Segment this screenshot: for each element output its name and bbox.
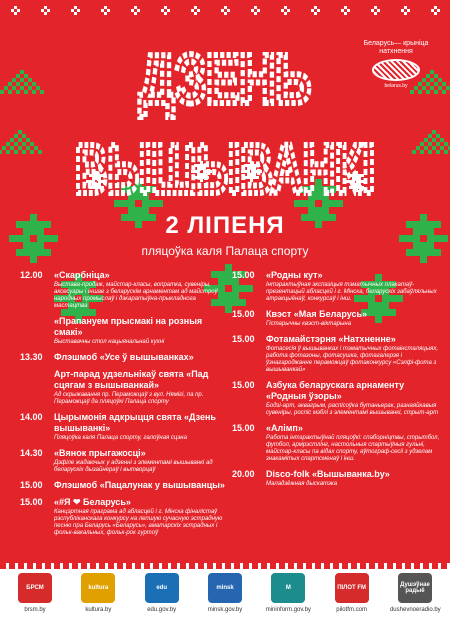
program-time: 15.00 xyxy=(20,497,43,507)
partner-url[interactable]: dushevnoeradio.by xyxy=(389,607,441,613)
program-item xyxy=(20,270,228,310)
program-description: Канцэртная праграма ад абласцей і г. Мінска фіналістаў рэспубліканскага конкурсу на лепшую сучасную эстрадную песню пра Беларусь «Беларусь», аматарскіх эстрадных і фольк-вакальных, фольк-рок гуртоў xyxy=(54,509,223,536)
mininform-logo: M xyxy=(271,573,305,603)
program-body xyxy=(266,380,440,417)
brand-url: belarus.by xyxy=(384,83,408,89)
program-item xyxy=(20,480,228,491)
dushevnoe-logo: Душэўнае радыё xyxy=(398,573,432,603)
program-time: 15.00 xyxy=(232,309,255,319)
program-time: 20.00 xyxy=(232,469,255,479)
partner-item[interactable] xyxy=(73,573,123,613)
program-name: Арт-парад удзельнікаў свята «Пад сцягам з вышыванкай» xyxy=(54,369,209,390)
program-name: «#Я ❤ Беларусь» xyxy=(54,497,131,507)
program-name: «Прапануем прысмакі на розныя смакі» xyxy=(54,316,203,337)
program-item xyxy=(20,497,228,537)
program-body xyxy=(54,412,228,442)
program-name: Фотамайстэрня «Натхненне» xyxy=(266,334,396,344)
program-name: Квэст «Мая Беларусь» xyxy=(266,309,368,319)
program-description: Фотасесія ў вышыванках і тэматычных фотаінсталяцыях, работа фотазоны, фотасушка, фотагалерэя і ўзнагароджанне пераможцаў фотаконкурсу «Сэлфі-фота з вышыванкай» xyxy=(266,346,438,373)
program-description: Бодзі-арт, аквагрым, распісоўка бутаньерак, разнаяйкавыя сувеніры, роспіс мэблі з элементамі вышыванкі, стрыт-арт xyxy=(266,403,439,416)
program-body xyxy=(266,309,440,328)
partner-item[interactable] xyxy=(137,573,187,613)
program-item xyxy=(20,316,228,346)
program-body xyxy=(54,480,228,491)
partner-url[interactable]: edu.gov.by xyxy=(147,607,177,613)
program-time xyxy=(20,316,54,346)
program-name: Азбука беларускага арнаменту «Родныя ўзоры» xyxy=(266,380,405,401)
program-body xyxy=(266,270,440,303)
program-description: Дэфіле жадаючых у адзенні з элементамі вышыванкі ад беларускіх дызайнераў і вытворцаў xyxy=(54,460,213,473)
program-description: Ад скрыжавання пр. Пераможцаў з вул. Нямігі, па пр. Пераможцаў да пляцоўкі Палаца спорту xyxy=(54,392,204,405)
program-body xyxy=(54,497,228,537)
program-body xyxy=(54,448,228,474)
program-time: 12.00 xyxy=(20,270,43,280)
program-time: 15.00 xyxy=(232,270,255,280)
title-line-1: ДЗЕНЬ xyxy=(139,40,311,118)
program-description: Маладзёжная дыскатэка xyxy=(266,481,338,487)
partner-item[interactable] xyxy=(263,573,313,613)
program-item xyxy=(232,270,440,303)
program-item xyxy=(232,309,440,328)
program-name: Флэшмоб «Пацалунак у вышыванцы» xyxy=(54,480,225,490)
program-name: Цырымонія адкрыцця свята «Дзень вышыванкі» xyxy=(54,412,216,433)
partner-item[interactable] xyxy=(390,573,440,613)
program-item xyxy=(20,412,228,442)
program-name: Disco-folk «Вышыванка.by» xyxy=(266,469,390,479)
partner-item[interactable] xyxy=(10,573,60,613)
program-right-column xyxy=(232,270,440,494)
partner-url[interactable]: kultura.by xyxy=(85,607,112,613)
program-name: «Скарбніца» xyxy=(54,270,110,280)
partner-item[interactable] xyxy=(327,573,377,613)
event-date: 2 ЛІПЕНЯ xyxy=(165,212,285,239)
pilotfm-logo: ПІЛОТ FM xyxy=(335,573,369,603)
program-description: Выставачны стол нацыянальнай кухні xyxy=(54,339,165,345)
program-item xyxy=(232,380,440,417)
program-name: «Родны кут» xyxy=(266,270,323,280)
program-name: «Вянок прыгажосці» xyxy=(54,448,146,458)
edu-logo: edu xyxy=(145,573,179,603)
program-time: 15.00 xyxy=(232,423,255,433)
program-left-column xyxy=(20,270,228,543)
program-time: 13.30 xyxy=(20,352,43,362)
program-time: 15.00 xyxy=(20,480,43,490)
page-title xyxy=(0,0,450,210)
partner-item[interactable] xyxy=(200,573,250,613)
program-body xyxy=(266,469,440,488)
program-body xyxy=(266,423,440,463)
program-time: 14.30 xyxy=(20,448,43,458)
program-item xyxy=(232,334,440,374)
program-body xyxy=(54,316,228,346)
partner-url[interactable]: mininform.gov.by xyxy=(265,607,311,613)
program-item xyxy=(20,369,228,406)
program-time: 14.00 xyxy=(20,412,43,422)
program-description: Інтэрактыўная экспазіцыя тэматычных плакатаў-презентацый абласцей і г. Мінска, беларускіх забаўляльных атракцыёнаў, конкурсаў і інш. xyxy=(266,282,437,302)
program-body xyxy=(266,334,440,374)
partners-footer xyxy=(0,563,450,631)
program-body xyxy=(54,369,228,406)
minsk-crest: minsk xyxy=(208,573,242,603)
brsm-logo: БРСМ xyxy=(18,573,52,603)
title-line-2: ВЫШЫВАНКІ xyxy=(75,130,375,208)
partner-url[interactable]: brsm.by xyxy=(24,607,46,613)
program-body xyxy=(54,352,228,363)
kultura-logo: kultura xyxy=(81,573,115,603)
program-description: Пляцоўка каля Палаца спорту, галоўная сцэна xyxy=(54,435,187,441)
program-time: 15.00 xyxy=(232,380,255,390)
program-body xyxy=(54,270,228,310)
partners-list xyxy=(10,573,440,613)
program-name: «Алімп» xyxy=(266,423,303,433)
partner-url[interactable]: minsk.gov.by xyxy=(207,607,243,613)
program-name: Флэшмоб «Усе ў вышыванках» xyxy=(54,352,194,362)
program-time xyxy=(20,369,54,406)
event-place: пляцоўка каля Палаца спорту xyxy=(141,244,309,258)
program-item xyxy=(20,352,228,363)
program-item xyxy=(232,469,440,488)
program-item xyxy=(232,423,440,463)
program-description: Работа інтэрактыўнай пляцоўкі: спаборніцтвы, стрытбол, футбол, армрэстлінг, настольныя спартыўныя гульні, майстар-класы па відах спорту, аўтограф-сесіі з удзелам знакамітых спартсменаў і інш. xyxy=(266,435,440,462)
program-description: Выстава-продаж, майстар-класы, вопратка, сувеніры, аксесуары і іншае з беларускім арнаментам ад майстроў народных промыслаў і дэкаратыўна-прыкладнога мастацтва xyxy=(54,282,218,309)
footer-ornament-band xyxy=(0,563,450,569)
program-description: Гістарычны квэст-віктарына xyxy=(266,321,352,327)
program-time: 15.00 xyxy=(232,334,255,344)
program-item xyxy=(20,448,228,474)
brand-title: Беларусь— крыніца натхнення xyxy=(363,40,429,55)
partner-url[interactable]: pilotfm.com xyxy=(336,607,367,613)
